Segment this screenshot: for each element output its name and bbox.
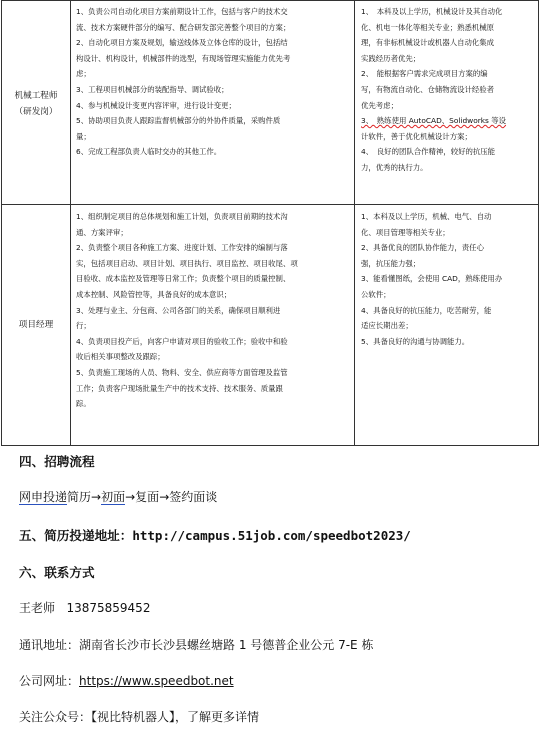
role-cell bbox=[2, 205, 71, 446]
address-value: 湖南省长沙市长沙县螺丝塘路 1 号德普企业公元 7-E 栋 bbox=[79, 638, 374, 652]
duty-line: 5、负责施工现场的人员、物料、安全、供应商等方面管理及监管 bbox=[76, 367, 288, 377]
duty-line: 3、处理与业主、分包商、公司各部门的关系，确保项目顺利进 bbox=[76, 305, 281, 315]
duty-line: 流、技术方案硬件部分的编写、配合研发部完善整个项目的方案； bbox=[76, 22, 291, 32]
requirement-line: 化、机电一体化等相关专业；熟悉机械原 bbox=[361, 22, 495, 32]
process-step: 网申投递 bbox=[19, 490, 68, 504]
requirement-line: 2、 能根据客户需求完成项目方案的编 bbox=[361, 69, 488, 79]
requirements-cell bbox=[355, 205, 539, 446]
duty-line: 2、自动化项目方案及规划，输送线体及立体仓库的设计，包括结 bbox=[76, 38, 288, 48]
requirement-line: 化、项目管理等相关专业； bbox=[361, 227, 450, 237]
role-title: 机械工程师 bbox=[14, 90, 58, 101]
duty-line: 行； bbox=[76, 321, 91, 331]
contact-person-line bbox=[19, 599, 150, 616]
requirement-line: 1、本科及以上学历，机械、电气、自动 bbox=[361, 212, 492, 221]
duty-line: 工作；负责客户现场批量生产中的技术支持、技术服务、质量跟 bbox=[76, 383, 283, 393]
requirement-line: 4、具备良好的抗压能力，吃苦耐劳，能 bbox=[361, 305, 492, 315]
requirement-line: 2、具备优良的团队协作能力，责任心 bbox=[361, 243, 484, 253]
requirement-line: 优先考虑； bbox=[361, 100, 398, 110]
duty-line: 2、负责整个项目各种施工方案、进度计划、工作安排的编制与落 bbox=[76, 243, 288, 253]
role-title: 项目经理 bbox=[18, 320, 54, 330]
duty-line: 实，包括项目启动、项目计划、项目执行、项目监控、项目收尾、项 bbox=[76, 258, 298, 268]
duty-line: 构设计、机构设计，机械部件的选型，有现场管理实施能力优先考 bbox=[76, 53, 291, 63]
wechat-line bbox=[19, 708, 259, 725]
process-step: 复面 bbox=[135, 490, 160, 504]
address-label: 通讯地址： bbox=[19, 638, 80, 652]
duties-cell bbox=[71, 205, 355, 446]
requirement-line: 力，优秀的执行力。 bbox=[361, 162, 428, 172]
duty-line: 4、参与机械设计变更内容评审，进行设计变更； bbox=[76, 100, 236, 110]
table-row bbox=[2, 205, 539, 446]
website-line bbox=[19, 672, 234, 689]
duty-line: 虑； bbox=[76, 69, 91, 79]
duty-line: 6、完成工程部负责人临时交办的其他工作。 bbox=[76, 147, 222, 157]
duty-line: 收后相关事项整改及跟踪； bbox=[76, 352, 165, 362]
arrow-icon: → bbox=[125, 490, 136, 504]
duty-line: 3、工程项目机械部分的装配指导、调试验收； bbox=[76, 84, 229, 94]
contact-person: 王老师 bbox=[19, 601, 56, 615]
requirement-line: 写，有物流自动化、仓储物流设计经验者 bbox=[361, 84, 495, 94]
website-label: 公司网址： bbox=[19, 674, 80, 688]
arrow-icon: → bbox=[159, 490, 170, 504]
duty-line: 踪。 bbox=[76, 399, 91, 409]
duty-line: 5、协助项目负责人跟踪监督机械部分的外协件质量，采购件质 bbox=[76, 116, 281, 126]
duty-line: 1、组织制定项目的总体规划和施工计划，负责项目前期的技术沟 bbox=[76, 212, 288, 221]
requirement-line: 强，抗压能力强； bbox=[361, 258, 421, 268]
contact-phone: 13875859452 bbox=[66, 601, 151, 615]
arrow-icon: → bbox=[91, 490, 102, 504]
duty-line: 1、负责公司自动化项目方案前期设计工作，包括与客户的技术交 bbox=[76, 7, 288, 16]
process-step: 签约面谈 bbox=[169, 490, 218, 504]
wechat-label: 关注公众号： bbox=[19, 710, 92, 724]
requirement-line: 公软件； bbox=[361, 289, 391, 299]
process-heading: 四、招聘流程 bbox=[19, 454, 95, 469]
requirement-line: 1、 本科及以上学历，机械设计及其自动化 bbox=[361, 7, 503, 16]
requirement-line: 5、具备良好的沟通与协调能力。 bbox=[361, 336, 470, 346]
process-step: 简历 bbox=[67, 490, 92, 504]
requirement-line: 3、 熟练使用 AutoCAD、Solidworks 等设 bbox=[361, 116, 507, 126]
resume-heading-label: 五、简历投递地址： bbox=[19, 528, 133, 543]
process-step: 初面 bbox=[101, 490, 126, 504]
role-cell bbox=[2, 1, 71, 205]
resume-url[interactable]: http://campus.51job.com/speedbot2023/ bbox=[132, 528, 411, 543]
table-row bbox=[2, 1, 539, 205]
requirement-line: 3、能看懂图纸，会使用 CAD，熟练使用办 bbox=[361, 274, 503, 284]
job-table bbox=[1, 0, 539, 446]
website-link[interactable]: https://www.speedbot.net bbox=[79, 674, 234, 688]
process-steps bbox=[19, 488, 217, 505]
role-subtitle: （研发岗） bbox=[14, 106, 58, 117]
address-line bbox=[19, 636, 373, 653]
duty-line: 目验收、成本监控及管理等日常工作；负责整个项目的质量控制、 bbox=[76, 274, 291, 284]
wechat-value: 【视比特机器人】，了解更多详情 bbox=[91, 710, 260, 724]
requirement-line: 实践经历者优先； bbox=[361, 53, 421, 63]
requirement-line: 理，有非标机械设计或机器人自动化集成 bbox=[361, 38, 495, 48]
resume-heading bbox=[19, 525, 411, 544]
requirement-line: 适应长期出差； bbox=[361, 321, 413, 331]
duty-line: 通、方案评审； bbox=[76, 227, 128, 237]
duty-line: 4、负责项目投产后，向客户申请对项目的验收工作；验收中和验 bbox=[76, 336, 288, 346]
duty-line: 成本控制、风险管控等，具备良好的成本意识； bbox=[76, 289, 232, 299]
duties-cell bbox=[71, 1, 355, 205]
requirements-cell bbox=[355, 1, 539, 205]
duty-line: 量； bbox=[76, 131, 91, 141]
requirement-line: 计软件，善于优化机械设计方案； bbox=[361, 131, 472, 141]
contact-heading: 六、联系方式 bbox=[19, 565, 95, 580]
requirement-line: 4、 良好的团队合作精神，较好的抗压能 bbox=[361, 147, 496, 157]
